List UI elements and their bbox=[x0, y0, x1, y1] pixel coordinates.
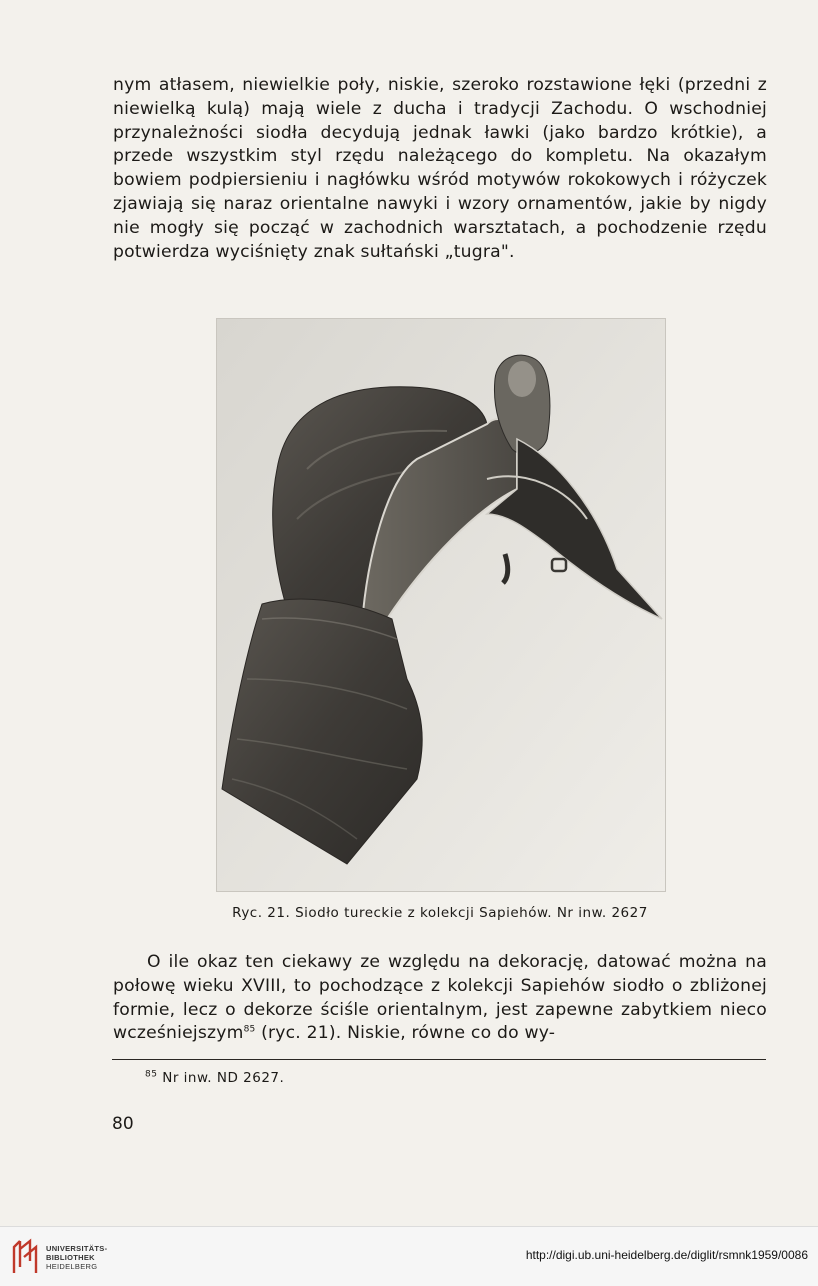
footnote-text: Nr inw. ND 2627. bbox=[157, 1070, 285, 1086]
library-name-line1: UNIVERSITÄTS- bbox=[46, 1244, 108, 1253]
university-library-logo-icon[interactable] bbox=[10, 1237, 40, 1277]
figure-caption: Ryc. 21. Siodło tureckie z kolekcji Sapiehów. Nr inw. 2627 bbox=[232, 905, 648, 921]
saddle-photograph bbox=[216, 318, 666, 892]
page-number: 80 bbox=[112, 1114, 134, 1134]
footnote-reference[interactable]: 85 bbox=[243, 1024, 256, 1035]
source-url-link[interactable]: http://digi.ub.uni-heidelberg.de/diglit/rsmnk1959/0086 bbox=[525, 1248, 808, 1262]
footer-bar bbox=[0, 1226, 818, 1286]
footnote-number: 85 bbox=[145, 1069, 158, 1080]
saddle-illustration bbox=[217, 319, 665, 891]
paragraph-bottom bbox=[113, 951, 767, 1046]
paragraph-bottom-tail: (ryc. 21). Niskie, równe co do wy- bbox=[255, 1023, 556, 1044]
footnote-divider bbox=[112, 1059, 766, 1060]
paragraph-bottom-text: O ile okaz ten ciekawy ze względu na dekorację, datować można na połowę wieku XVIII, to pochodzące z kolekcji Sapiehów siodło o zbliżonej formie, lecz o dekorze ściśle orientalnym, jest zapewne zabytkiem nieco wcześniejszym bbox=[113, 952, 767, 1044]
library-name-line2: BIBLIOTHEK bbox=[46, 1253, 95, 1262]
paragraph-top: nym atłasem, niewielkie poły, niskie, szeroko rozstawione łęki (przedni z niewielką kulą) mają wiele z ducha i tradycji Zachodu. O wschodniej przynależności siodła decydują jednak ławki (jako bardzo krótkie), a przede wszystkim styl rzędu należącego do kompletu. Na okazałym bowiem podpiersieniu i nagłówku wśród motywów rokokowych i różyczek zjawiają się naraz orientalne nawyki i wzory ornamentów, jakie by nigdy nie mogły się począć w zachodnich warsztatach, a pochodzenie rzędu potwierdza wyciśnięty znak sułtański „tugra". bbox=[113, 75, 767, 262]
footnote bbox=[145, 1070, 284, 1086]
library-name bbox=[46, 1244, 107, 1271]
library-name-line3: HEIDELBERG bbox=[46, 1262, 98, 1271]
